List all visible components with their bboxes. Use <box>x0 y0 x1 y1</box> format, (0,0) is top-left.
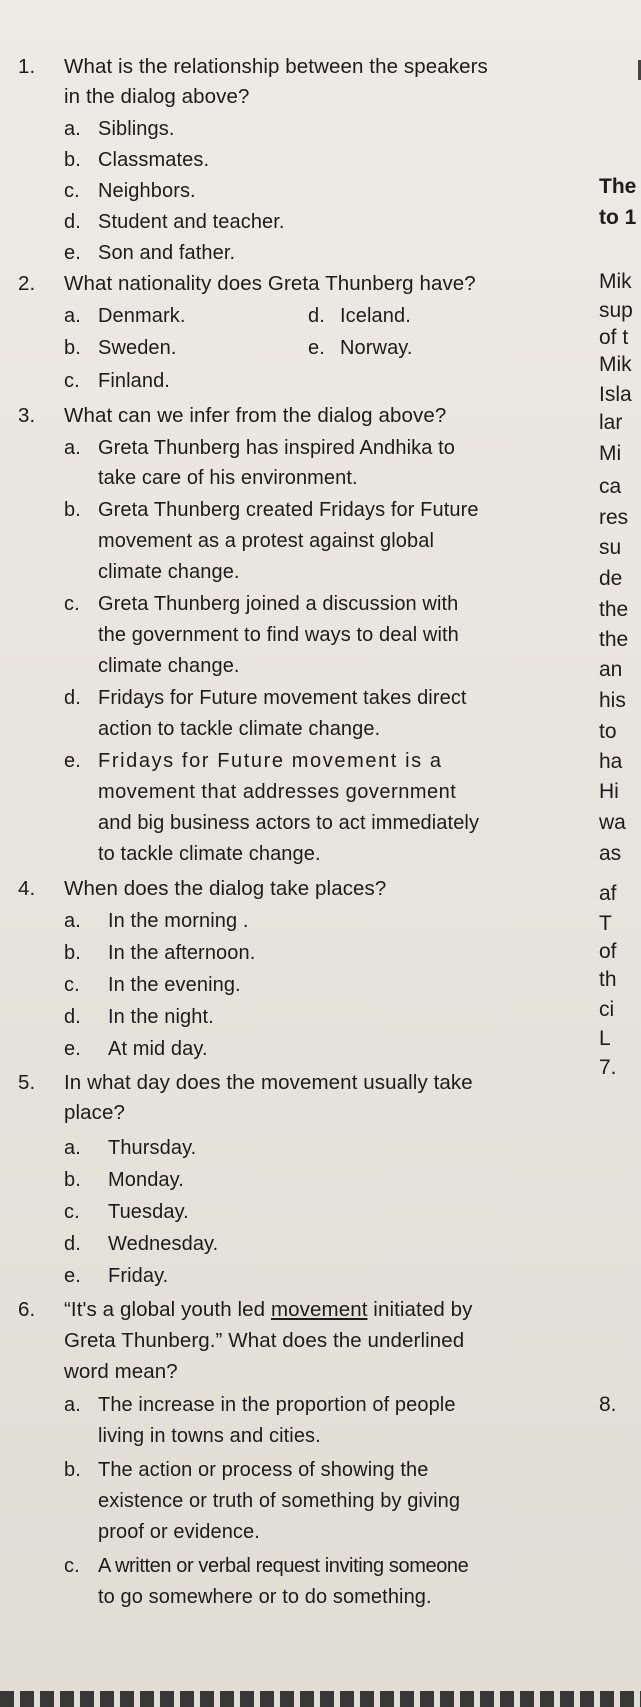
option-letter[interactable]: a. <box>64 305 81 327</box>
option-text[interactable]: movement that addresses government <box>98 781 457 803</box>
question-text: In what day does the movement usually take <box>64 1071 473 1094</box>
option-text[interactable]: Denmark. <box>98 305 186 327</box>
question-text: What can we infer from the dialog above? <box>64 404 447 427</box>
bleed-fragment: Mi <box>599 442 622 465</box>
option-letter[interactable]: a. <box>64 437 81 459</box>
bleed-fragment: su <box>599 536 622 559</box>
option-text[interactable]: In the evening. <box>108 974 241 996</box>
option-text[interactable]: the government to find ways to deal with <box>98 624 459 646</box>
question-text: Greta Thunberg.” What does the underlined <box>64 1329 465 1352</box>
bleed-fragment: ha <box>599 750 623 773</box>
bleed-fragment: de <box>599 567 623 590</box>
option-letter[interactable]: d. <box>64 211 81 233</box>
option-text[interactable]: Sweden. <box>98 337 177 359</box>
bleed-fragment: Mik <box>599 270 632 293</box>
option-letter[interactable]: b. <box>64 1169 81 1191</box>
bleed-fragment: of t <box>599 326 629 349</box>
option-text[interactable]: In the night. <box>108 1006 214 1028</box>
option-text[interactable]: In the morning . <box>108 910 249 932</box>
bleed-fragment: wa <box>599 811 626 834</box>
bleed-fragment: Hi <box>599 780 619 803</box>
bleed-fragment: ci <box>599 998 615 1021</box>
option-text[interactable]: Fridays for Future movement takes direct <box>98 687 467 709</box>
option-text[interactable]: Neighbors. <box>98 180 196 202</box>
option-text[interactable]: to go somewhere or to do something. <box>98 1586 432 1608</box>
question-text: What nationality does Greta Thunberg have? <box>64 272 476 295</box>
option-text[interactable]: Iceland. <box>340 305 411 327</box>
option-letter[interactable]: e. <box>308 337 325 359</box>
option-text[interactable]: Greta Thunberg has inspired Andhika to <box>98 437 455 459</box>
underlined-word: movement <box>270 1298 368 1321</box>
bleed-fragment: 7. <box>599 1056 617 1079</box>
option-letter[interactable]: d. <box>64 1006 81 1028</box>
bleed-fragment: th <box>599 968 617 991</box>
question-number: 4. <box>18 877 36 900</box>
bleed-fragment: Isla <box>599 383 632 406</box>
bleed-fragment: sup <box>599 299 633 322</box>
option-text[interactable]: Friday. <box>108 1265 169 1287</box>
option-text[interactable]: living in towns and cities. <box>98 1425 321 1447</box>
option-text[interactable]: movement as a protest against global <box>98 530 435 552</box>
option-text[interactable]: proof or evidence. <box>98 1521 260 1543</box>
option-text[interactable]: existence or truth of something by giving <box>98 1490 461 1512</box>
question-text: “It's a global youth led movement initiated by <box>64 1298 473 1321</box>
bleed-fragment: ca <box>599 475 622 498</box>
option-text[interactable]: take care of his environment. <box>98 467 358 489</box>
option-letter[interactable]: b. <box>64 1459 81 1481</box>
page-edge-dashes <box>0 1691 641 1707</box>
option-text[interactable]: climate change. <box>98 561 240 583</box>
option-text[interactable]: Norway. <box>340 337 413 359</box>
option-text[interactable]: climate change. <box>98 655 240 677</box>
option-letter[interactable]: a. <box>64 1394 81 1416</box>
option-letter[interactable]: b. <box>64 149 81 171</box>
option-text[interactable]: Wednesday. <box>108 1233 219 1255</box>
bleed-fragment: 8. <box>599 1393 617 1416</box>
bleed-fragment: his <box>599 689 626 712</box>
option-letter[interactable]: e. <box>64 242 81 264</box>
option-letter[interactable]: c. <box>64 370 80 392</box>
option-letter[interactable]: d. <box>308 305 325 327</box>
option-letter[interactable]: e. <box>64 750 81 772</box>
question-text: in the dialog above? <box>64 85 250 108</box>
option-text[interactable]: Classmates. <box>98 149 210 171</box>
option-letter[interactable]: d. <box>64 687 81 709</box>
option-text[interactable]: Son and father. <box>98 242 236 264</box>
bleed-fragment: the <box>599 628 629 651</box>
option-letter[interactable]: e. <box>64 1038 81 1060</box>
option-letter[interactable]: c. <box>64 1201 80 1223</box>
option-text[interactable]: Finland. <box>98 370 170 392</box>
option-text[interactable]: At mid day. <box>108 1038 208 1060</box>
option-letter[interactable]: b. <box>64 499 81 521</box>
question-number: 1. <box>18 55 36 78</box>
option-text[interactable]: In the afternoon. <box>108 942 256 964</box>
option-text[interactable]: Siblings. <box>98 118 175 140</box>
bleed-fragment: lar <box>599 411 623 434</box>
option-text[interactable]: Tuesday. <box>108 1201 189 1223</box>
option-letter[interactable]: c. <box>64 593 80 615</box>
option-text[interactable]: Thursday. <box>108 1137 197 1159</box>
bleed-fragment: L <box>599 1027 611 1050</box>
option-text[interactable]: Monday. <box>108 1169 184 1191</box>
option-text[interactable]: Greta Thunberg created Fridays for Future <box>98 499 479 521</box>
option-letter[interactable]: c. <box>64 974 80 996</box>
option-letter[interactable]: b. <box>64 337 81 359</box>
bleed-fragment: to 1 <box>599 206 637 229</box>
bleed-fragment: as <box>599 842 622 865</box>
bleed-fragment: Mik <box>599 353 632 376</box>
question-number: 5. <box>18 1071 36 1094</box>
option-text[interactable]: The action or process of showing the <box>98 1459 429 1481</box>
option-letter[interactable]: a. <box>64 118 81 140</box>
bleed-fragment: of <box>599 940 617 963</box>
option-text[interactable]: A written or verbal request inviting someone <box>98 1555 469 1577</box>
option-letter[interactable]: d. <box>64 1233 81 1255</box>
question-text: word mean? <box>64 1360 178 1383</box>
bleed-fragment: af <box>599 882 617 905</box>
option-text[interactable]: Student and teacher. <box>98 211 285 233</box>
option-letter[interactable]: a. <box>64 910 81 932</box>
question-text: place? <box>64 1101 126 1124</box>
option-letter[interactable]: e. <box>64 1265 81 1287</box>
question-number: 6. <box>18 1298 36 1321</box>
option-letter[interactable]: b. <box>64 942 81 964</box>
bleed-fragment: to <box>599 720 617 743</box>
question-number: 3. <box>18 404 36 427</box>
option-text[interactable]: action to tackle climate change. <box>98 718 381 740</box>
option-text[interactable]: to tackle climate change. <box>98 843 321 865</box>
option-text[interactable]: and big business actors to act immediately <box>98 812 480 834</box>
bleed-fragment: The <box>599 175 637 198</box>
option-text[interactable]: Greta Thunberg joined a discussion with <box>98 593 459 615</box>
option-text[interactable]: Fridays for Future movement is a <box>98 750 443 772</box>
bleed-fragment: an <box>599 658 623 681</box>
bleed-fragment: the <box>599 598 629 621</box>
bleed-fragment: res <box>599 506 629 529</box>
adjacent-column-fragments <box>585 0 641 1416</box>
option-letter[interactable]: c. <box>64 1555 80 1577</box>
question-number: 2. <box>18 272 36 295</box>
option-letter[interactable]: a. <box>64 1137 81 1159</box>
option-letter[interactable]: c. <box>64 180 80 202</box>
bleed-fragment: T <box>599 912 612 935</box>
option-text[interactable]: The increase in the proportion of people <box>98 1394 456 1416</box>
question-text: What is the relationship between the speakers <box>64 55 488 78</box>
question-text: When does the dialog take places? <box>64 877 387 900</box>
